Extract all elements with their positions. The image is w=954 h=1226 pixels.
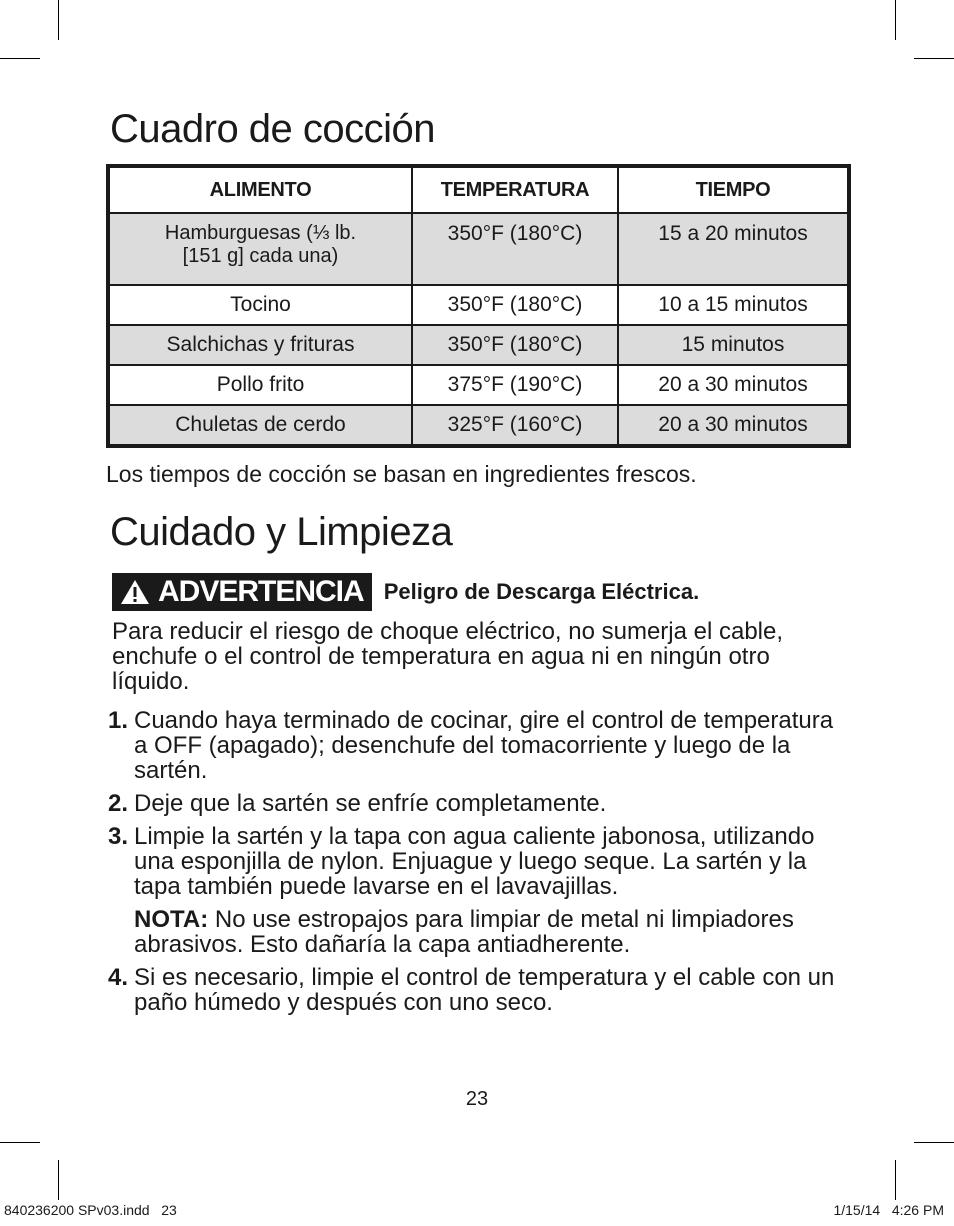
crop-mark xyxy=(58,1160,59,1200)
cooking-chart-table xyxy=(106,164,851,448)
section-title: Cuidado y Limpieza xyxy=(110,510,453,554)
warning-label: ADVERTENCIA xyxy=(158,575,364,608)
warning-triangle-icon xyxy=(120,579,150,605)
table-row xyxy=(108,285,849,325)
slug-datetime: 1/15/14 4:26 PM xyxy=(833,1202,944,1218)
step-text: Deje que la sartén se enfríe completamente. xyxy=(134,790,607,817)
food-cell xyxy=(108,213,412,285)
list-item xyxy=(108,965,853,1015)
step-text: Si es necesario, limpie el control de temperatura y el cable con un paño húmedo y después con uno seco. xyxy=(134,964,835,1016)
warning-row xyxy=(112,573,699,611)
care-steps-list xyxy=(108,708,853,1023)
table-row xyxy=(108,213,849,285)
food-cell: Pollo frito xyxy=(108,365,412,405)
time-cell: 15 a 20 minutos xyxy=(618,213,849,285)
header-food: ALIMENTO xyxy=(108,166,412,213)
note-label: NOTA: xyxy=(134,906,209,933)
list-item xyxy=(108,791,853,816)
time-cell: 20 a 30 minutos xyxy=(618,365,849,405)
crop-mark xyxy=(914,58,954,59)
table-note: Los tiempos de cocción se basan en ingredientes frescos. xyxy=(106,461,697,487)
table-row xyxy=(108,365,849,405)
step-note xyxy=(134,907,853,957)
step-number: 1. xyxy=(108,707,129,734)
header-time: TIEMPO xyxy=(618,166,849,213)
temp-cell: 350°F (180°C) xyxy=(412,325,618,365)
crop-mark xyxy=(914,1142,954,1143)
food-cell: Salchichas y frituras xyxy=(108,325,412,365)
warning-text: Para reducir el riesgo de choque eléctrico, no sumerja el cable, enchufe o el control de temperatura en agua ni en ningún otro líquido. xyxy=(112,618,784,695)
list-item xyxy=(108,708,853,783)
crop-mark xyxy=(58,0,59,40)
page-number: 23 xyxy=(465,1088,489,1110)
time-cell: 10 a 15 minutos xyxy=(618,285,849,325)
page-title: Cuadro de cocción xyxy=(110,107,436,151)
temp-cell: 350°F (180°C) xyxy=(412,213,618,285)
crop-mark xyxy=(895,0,896,40)
step-text: Cuando haya terminado de cocinar, gire el control de temperatura a OFF (apagado); desenchufe del tomacorriente y luego de la sartén. xyxy=(134,707,834,784)
warning-badge xyxy=(112,573,372,611)
step-body xyxy=(134,824,853,957)
temp-cell: 350°F (180°C) xyxy=(412,285,618,325)
crop-mark xyxy=(0,1142,40,1143)
crop-mark xyxy=(0,58,40,59)
time-cell: 15 minutos xyxy=(618,325,849,365)
crop-mark xyxy=(895,1160,896,1200)
slug-filename: 840236200 SPv03.indd 23 xyxy=(4,1202,177,1218)
note-text: No use estropajos para limpiar de metal ni limpiadores abrasivos. Esto dañaría la capa antiadherente. xyxy=(134,906,794,958)
header-temperature: TEMPERATURA xyxy=(412,166,618,213)
table-row xyxy=(108,405,849,446)
food-cell: Tocino xyxy=(108,285,412,325)
temp-cell: 325°F (160°C) xyxy=(412,405,618,446)
step-text: Limpie la sartén y la tapa con agua caliente jabonosa, utilizando una esponjilla de nylon. Enjuague y luego seque. La sartén y la tapa también puede lavarse en el lavavajillas. xyxy=(134,823,815,900)
step-number: 4. xyxy=(108,964,129,991)
food-line: [151 g] cada una) xyxy=(182,245,339,267)
food-line: Hamburguesas (⅓ lb. xyxy=(164,222,357,244)
time-cell: 20 a 30 minutos xyxy=(618,405,849,446)
table-header-row xyxy=(108,166,849,213)
temp-cell: 375°F (190°C) xyxy=(412,365,618,405)
list-item xyxy=(108,824,853,957)
table-row xyxy=(108,325,849,365)
step-number: 3. xyxy=(108,823,129,850)
food-cell: Chuletas de cerdo xyxy=(108,405,412,446)
step-number: 2. xyxy=(108,790,129,817)
warning-hazard: Peligro de Descarga Eléctrica. xyxy=(383,579,700,604)
